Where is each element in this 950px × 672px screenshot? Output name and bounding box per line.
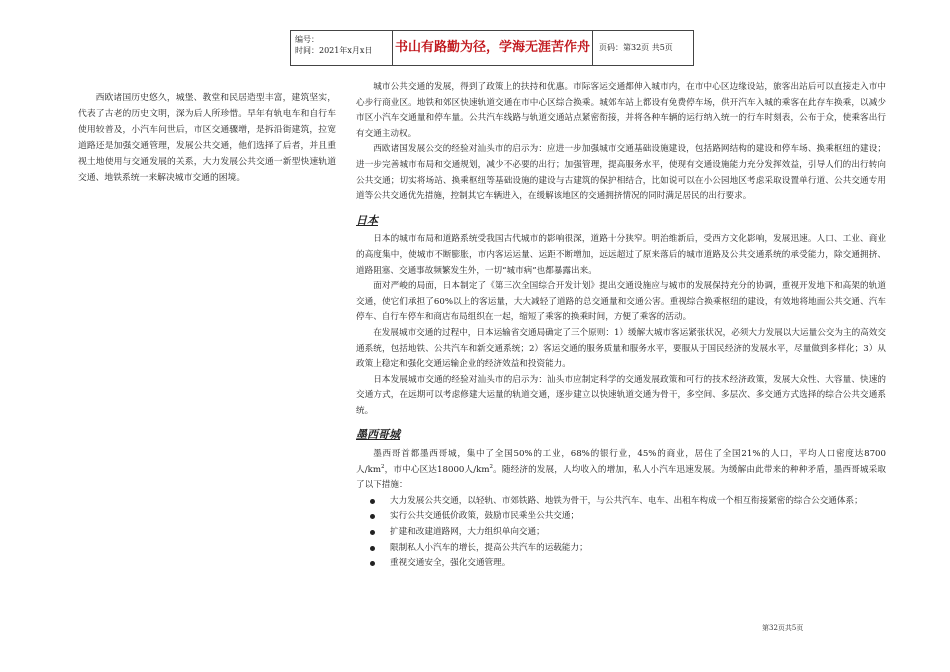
bullet-dot-icon [370,561,375,566]
list-item [370,509,886,525]
list-item-text: 重视交通安全，强化交通管理。 [390,558,511,569]
list-item [370,541,886,557]
japan-paragraph: 日本发展城市交通的经验对汕头市的启示为：汕头市应制定科学的交通发展政策和可行的技术经济政策，发展大众性、大容量、快速的交通方式，在远期可以考虑修建大运量的轨道交通，逐步建立以快速轨道交通为骨干，多空间、多层次、多交通方式选择的综合公共交通系统。 [356,374,886,416]
mexico-paragraph [356,447,886,494]
list-item [370,494,886,510]
bullet-dot-icon [370,546,375,551]
mexico-text-b: ，市中心区达18000人/km [384,464,490,475]
section-title-mexico: 墨西哥城 [356,428,400,442]
bullet-dot-icon [370,530,375,535]
left-paragraph: 西欧诸国历史悠久，城堡、教堂和民居造型丰富，建筑坚实，代表了古老的历史文明，深为后人所珍惜。早年有轨电车和自行车使用较普及，小汽车问世后，市区交通骤增，是拆沿街建筑，拉宽道路还是加强交通管理，发展公共交通，他们选择了后者，并且重视土地使用与交通发展的关系，大力发展公共交通一新型快速轨道交通、地铁系统一来解决城市交通的困境。 [78,93,336,183]
list-item [370,556,886,572]
intro-paragraph: 西欧诸国发展公交的经验对汕头市的启示为：应进一步加强城市交通基础设施建设，包括路网结构的建设和停车场、换乘枢纽的建设；进一步完善城市布局和交通规划，减少不必要的出行；加强管理，提高服务水平，使现有交通设施能力充分发挥效益，引导人们的出行转向公共交通；切实将场站、换乘枢纽等基础设施的建设与古建筑的保护相结合，比如说可以在小公园地区考虑采取设置单行道、公共交通专用道等公共交通优先措施，控制其它车辆进入，在缓解该地区的交通拥挤情况的同时满足居民的出行要求。 [356,144,886,202]
right-column [356,80,886,572]
page-footer: 第32页共5页 [762,624,804,632]
header-slogan: 书山有路勤为径，学海无涯苦作舟 [393,31,593,65]
mexico-text-c: 。随经济的发展，人均收入的增加，私人小汽车迅速发展。为缓解由此带来的种种矛盾，墨西哥城采取了以下措施： [356,464,886,491]
header-time-label: 时间：2021年x月x日 [295,46,373,55]
list-item-text: 限制私人小汽车的增长，提高公共汽车的运载能力； [390,542,588,553]
left-column [78,90,336,186]
japan-paragraph: 日本的城市布局和道路系统受我国古代城市的影响很深，道路十分狭窄。明治维新后，受西方文化影响，发展迅速。人口、工业、商业的高度集中，使城市不断膨胀，市内客运运量、运距不断增加，远远超过了原来落后的城市道路及公共交通系统的承受能力，除交通拥挤、道路阻塞、交通事故频繁发生外，一切“城市病”也都暴露出来。 [356,234,886,276]
bullet-dot-icon [370,499,375,504]
japan-paragraph: 面对严峻的局面，日本制定了《第三次全国综合开发计划》提出交通设施应与城市的发展保持充分的协调，重视开发地下和高架的轨道交通，使它们承担了60%以上的客运量，大大减轻了道路的总交通量和交通公害。重视综合换乘枢纽的建设，有效地将地面公共交通、汽车停车、自行车停车和商店布局组织在一起，缩短了乘客的换乘时间，方便了乘客的活动。 [356,281,886,323]
superscript: 2 [381,463,385,470]
header-number-label: 编号： [295,35,319,44]
mexico-measures-list [356,494,886,572]
japan-paragraph: 在发展城市交通的过程中，日本运输省交通局确定了三个原则：1）缓解大城市客运紧张状况，必须大力发展以大运量公交为主的高效交通系统，包括地铁、公共汽车和新交通系统；2）客运交通的服务质量和服务水平，要服从于国民经济的发展水平，尽量做到多样化；3）从政策上稳定和强化交通运输企业的经济效益和投资能力。 [356,327,886,370]
list-item-text: 扩建和改建道路网，大力组织单向交通； [390,527,545,538]
superscript: 2 [489,463,493,470]
mexico-text-a: 墨西哥首都墨西哥城，集中了全国50%的工业，68%的银行业，45%的商业，居住了全国21%的人口，平均人口密度达8700人/km [356,449,886,475]
intro-paragraph: 城市公共交通的发展，得到了政策上的扶持和优惠。市际客运交通都伸入城市内，在市中心区边缘设站，旅客出站后可以直接走入市中心步行商业区。地铁和郊区快速轨道交通在市中心区综合换乘。城郊车站上都设有免费停车场，供开汽车入城的乘客在此存车换乘，以减少市区小汽车交通量和停车量。公共汽车线路与轨道交通站点紧密衔接，并将各种车辆的运行纳入统一的行车时刻表，公布于众，使乘客出行有交通主动权。 [356,82,886,139]
list-item [370,525,886,541]
page-header [290,30,694,66]
list-item-text: 大力发展公共交通，以轻轨、市郊铁路、地铁为骨干，与公共汽车、电车、出租车构成一个相互衔接紧密的综合公交通体系； [390,495,863,506]
header-meta [291,31,393,65]
section-title-japan: 日本 [356,213,378,227]
header-page-label: 页码：第32页 共5页 [599,43,673,52]
bullet-dot-icon [370,514,375,519]
list-item-text: 实行公共交通低价政策，鼓励市民乘坐公共交通； [390,511,580,522]
